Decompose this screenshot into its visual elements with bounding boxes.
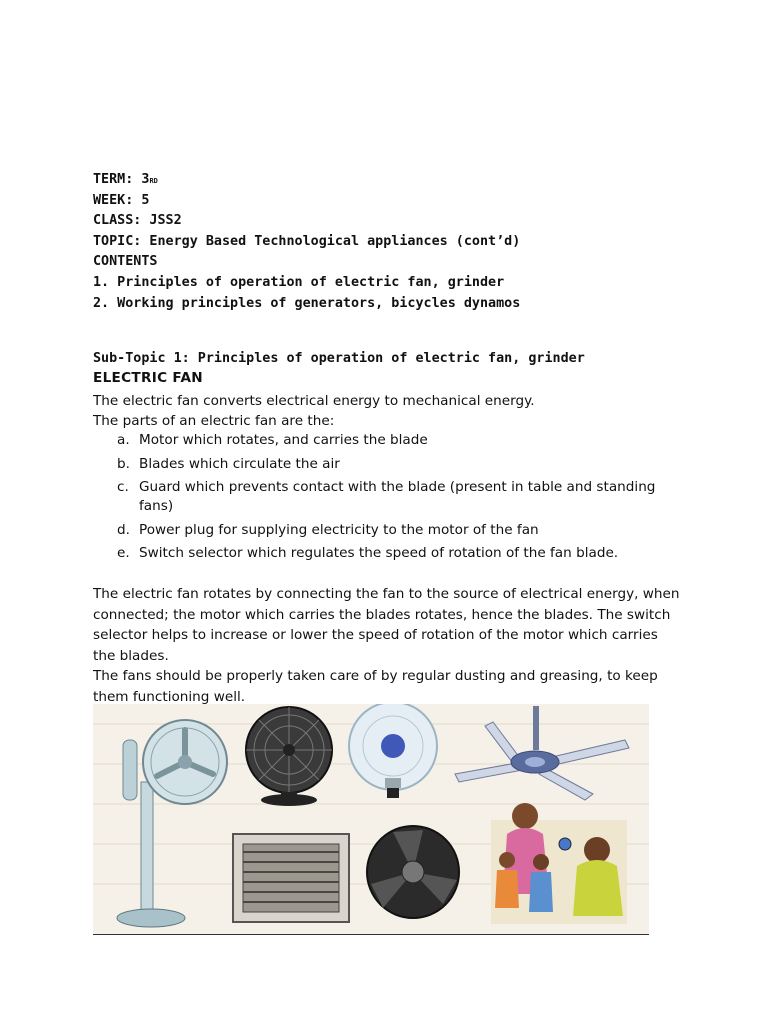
- contents-item-1: 1. Principles of operation of electric fan, grinder: [93, 274, 505, 290]
- topic-line: TOPIC: Energy Based Technological appliances (cont’d): [93, 233, 521, 249]
- fan-types-figure: [93, 704, 649, 935]
- ceiling-fan-icon: [455, 706, 629, 800]
- week-line: WEEK: 5: [93, 192, 150, 208]
- wall-fan-icon: [349, 704, 437, 798]
- care-paragraph: The fans should be properly taken care of by regular dusting and greasing, to keep them functioning well.: [93, 668, 658, 705]
- table-fan-icon: [246, 707, 332, 806]
- list-marker: d.: [117, 521, 130, 538]
- subtopic-heading: Sub-Topic 1: Principles of operation of electric fan, grinder: [93, 351, 585, 366]
- section-title: ELECTRIC FAN: [93, 370, 203, 386]
- list-item-text: Guard which prevents contact with the blade (present in table and standing fans): [139, 479, 656, 514]
- operation-paragraph: The electric fan rotates by connecting the fan to the source of electrical energy, when connected; the motor which carries the blades rotates, hence the blades. The switch selector helps to increase or lower the speed of rotation of the motor which carries the blades.: [93, 586, 680, 664]
- parts-intro: The parts of an electric fan are the:: [93, 413, 335, 429]
- list-marker: c.: [117, 479, 129, 495]
- list-marker: b.: [117, 455, 130, 472]
- exhaust-fan-icon: [233, 834, 349, 922]
- list-marker: e.: [117, 545, 130, 561]
- list-marker: a.: [117, 432, 130, 448]
- car-radiator-fan-icon: [367, 826, 459, 918]
- people-with-fan-illustration: [491, 803, 627, 924]
- list-item: [117, 478, 657, 516]
- term-line: [93, 170, 713, 191]
- list-item-text: Motor which rotates, and carries the blade: [139, 432, 428, 448]
- list-item: [117, 431, 657, 450]
- class-line: CLASS: JSS2: [93, 213, 182, 229]
- contents-heading: CONTENTS: [93, 254, 158, 270]
- list-item-text: Blades which circulate the air: [139, 455, 340, 472]
- contents-item-2: 2. Working principles of generators, bicycles dynamos: [93, 295, 521, 311]
- list-item-text: Switch selector which regulates the speed of rotation of the fan blade.: [139, 545, 619, 561]
- list-item: [117, 455, 657, 474]
- lesson-header: [93, 170, 713, 314]
- term-superscript: RD: [149, 177, 158, 185]
- term-value: 3: [141, 172, 150, 187]
- list-item: [117, 544, 657, 563]
- list-item: [117, 521, 657, 540]
- standing-fan-icon: [117, 720, 227, 927]
- intro-paragraph: The electric fan converts electrical energy to mechanical energy.: [93, 393, 535, 409]
- list-item-text: Power plug for supplying electricity to the motor of the fan: [139, 521, 539, 538]
- parts-list: [117, 431, 657, 568]
- term-label: TERM:: [93, 172, 134, 187]
